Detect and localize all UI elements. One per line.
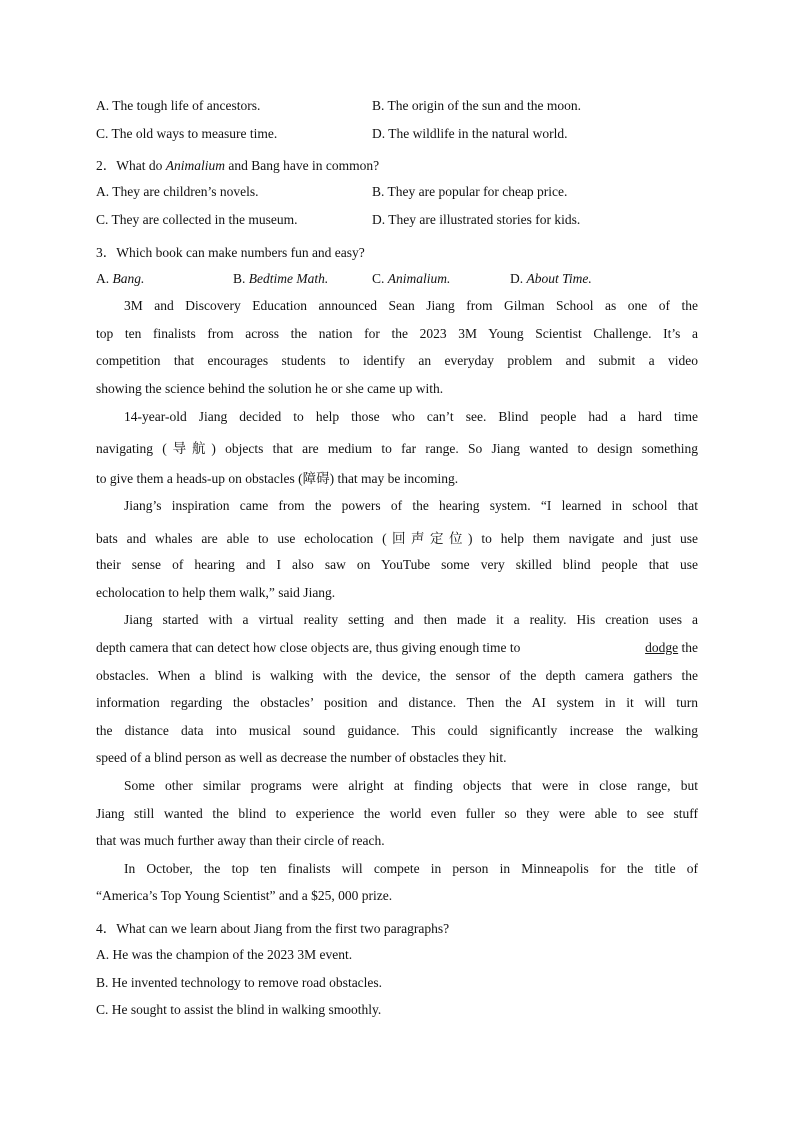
- q4-stem: 4．What can we learn about Jiang from the first two paragraphs?: [96, 921, 450, 936]
- q3-option-c: [372, 271, 450, 287]
- q3-option-a: [96, 271, 144, 287]
- q3-option-a-letter: A.: [96, 271, 113, 286]
- passage-p3-line-4: echolocation to help them walk,” said Jiang.: [96, 585, 336, 600]
- q3-option-d: [510, 271, 592, 287]
- q3-option-c-letter: C.: [372, 271, 388, 286]
- passage-p4-line-6: speed of a blind person as well as decrease the number of obstacles they hit.: [96, 750, 507, 765]
- passage-p3-line-3: their sense of hearing and I also saw on YouTube some very skilled blind people that use: [96, 557, 698, 572]
- passage-p4-line-2-post: the: [678, 640, 698, 655]
- q3-number: 3．: [96, 245, 117, 260]
- passage-p3-line-2: bats and whales are able to use echolocation (回声定位) to help them navigate and just use: [96, 531, 698, 546]
- q1-options-row-1: [96, 98, 260, 114]
- passage-p6-line-2: “America’s Top Young Scientist” and a $25, 000 prize.: [96, 888, 393, 903]
- q2-option-b: B. They are popular for cheap price.: [372, 184, 568, 199]
- passage-p4-line-4: information regarding the obstacles’ position and distance. Then the AI system in it will turn: [96, 695, 698, 710]
- passage-p4-line-2-pre: depth camera that can detect how close objects are, thus giving enough time to: [96, 640, 521, 655]
- q2-option-d: D. They are illustrated stories for kids.: [372, 212, 581, 227]
- q4-option-c: C. He sought to assist the blind in walking smoothly.: [96, 1002, 382, 1017]
- passage-p4-line-3: obstacles. When a blind is walking with the device, the sensor of the depth camera gathers the: [96, 668, 698, 683]
- q2-stem-pre: What do: [116, 158, 166, 173]
- passage-p2-line-1: 14-year-old Jiang decided to help those who can’t see. Blind people had a hard time: [124, 409, 698, 424]
- q1-option-d: D. The wildlife in the natural world.: [372, 126, 568, 141]
- passage-p5-line-3: that was much further away than their circle of reach.: [96, 833, 385, 848]
- q3-option-d-title: About Time.: [526, 271, 592, 286]
- passage-p3-line-1: Jiang’s inspiration came from the powers of the hearing system. “I learned in school that: [124, 498, 698, 513]
- passage-p4-line-5: the distance data into musical sound guidance. This could significantly increase the walking: [96, 723, 698, 738]
- q3-option-b-letter: B.: [233, 271, 249, 286]
- q2-number: 2．: [96, 158, 117, 173]
- q2-option-a: A. They are children’s novels.: [96, 184, 259, 199]
- q4-option-a: A. He was the champion of the 2023 3M event.: [96, 947, 353, 962]
- passage-p1-line-3: competition that encourages students to identify an everyday problem and submit a video: [96, 353, 698, 368]
- q3-option-b-title: Bedtime Math.: [248, 271, 329, 286]
- q1-option-a: A. The tough life of ancestors.: [96, 98, 261, 113]
- q1-option-c: C. The old ways to measure time.: [96, 126, 278, 141]
- q3-stem-text: Which book can make numbers fun and easy?: [116, 245, 365, 260]
- q3-option-b: [233, 271, 328, 287]
- q1-option-b: B. The origin of the sun and the moon.: [372, 98, 581, 113]
- q3-option-a-title: Bang.: [112, 271, 145, 286]
- passage-p2-line-2: navigating (导航) objects that are medium to far range. So Jiang wanted to design something: [96, 441, 698, 456]
- passage-p5-line-1: Some other similar programs were alright at finding objects that were in close range, but: [124, 778, 698, 793]
- passage-p1-line-2: top ten finalists from across the nation for the 2023 3M Young Scientist Challenge. It’s a: [96, 326, 698, 341]
- passage-p4-line-2: [96, 640, 698, 656]
- q2-stem-italic: Animalium: [165, 158, 225, 173]
- passage-p1-line-1: 3M and Discovery Education announced Sean Jiang from Gilman School as one of the: [124, 298, 698, 313]
- q3-option-d-letter: D.: [510, 271, 527, 286]
- passage-p6-line-1: In October, the top ten finalists will compete in person in Minneapolis for the title of: [124, 861, 698, 876]
- passage-p2-line-3: to give them a heads-up on obstacles (障碍) that may be incoming.: [96, 471, 459, 486]
- q2-option-c: C. They are collected in the museum.: [96, 212, 298, 227]
- q3-stem: [96, 241, 365, 261]
- passage-p4-line-1: Jiang started with a virtual reality setting and then made it a reality. His creation uses a: [124, 612, 698, 627]
- q2-stem-post: and Bang have in common?: [225, 158, 380, 173]
- passage-p1-line-4: showing the science behind the solution he or she came up with.: [96, 381, 444, 396]
- q3-option-c-title: Animalium.: [387, 271, 451, 286]
- passage-p5-line-2: Jiang still wanted the blind to experience the world even fuller so they were able to see stuff: [96, 806, 698, 821]
- underlined-word-dodge: dodge: [645, 640, 679, 655]
- q2-stem: [96, 154, 379, 174]
- q4-option-b: B. He invented technology to remove road obstacles.: [96, 975, 383, 990]
